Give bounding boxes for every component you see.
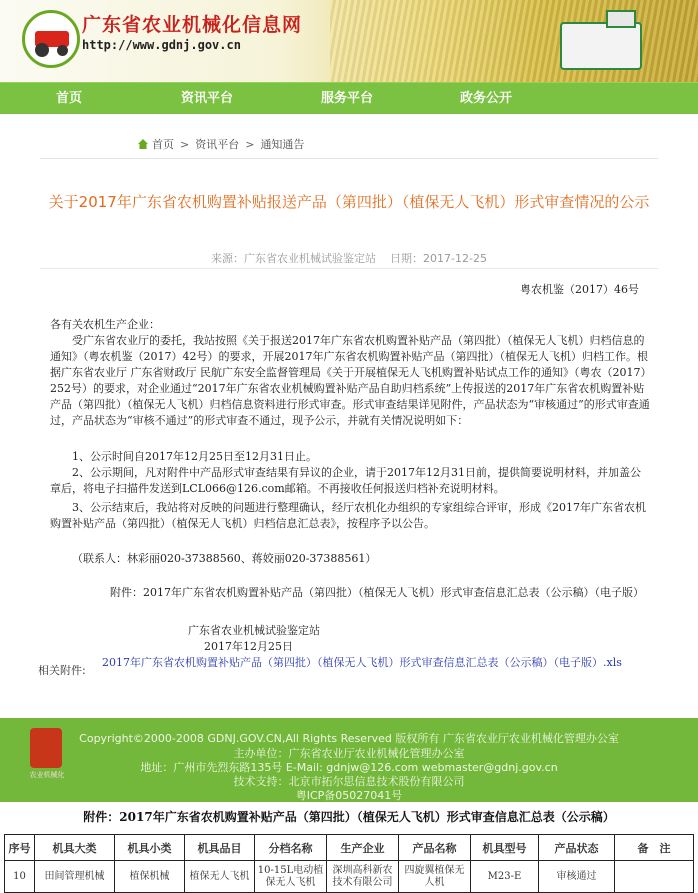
col-header: 机具型号 [471,835,539,861]
breadcrumb-notices[interactable]: 通知通告 [260,138,305,151]
footer-icp: 粤ICP备05027041号 [295,789,403,802]
nav-item-gov-affairs[interactable]: 政务公开 [460,91,513,106]
breadcrumb-news[interactable]: 资讯平台 [195,138,240,151]
home-icon [138,139,148,149]
nav-item-services[interactable]: 服务平台 [321,91,374,106]
site-footer [0,718,698,802]
table-cell: 植保机械 [115,861,185,893]
table-cell: 10 [5,861,35,893]
body-paragraph: 2、公示期间，凡对附件中产品形式审查结果有异议的企业，请于2017年12月31日前，提供简要说明材料，并加盖公章后，将电子扫描件发送到LCL066@126.com邮箱。不再接收任何报送归档补充说明材料。 [50,466,641,495]
greeting: 各有关农机生产企业： [50,318,160,331]
tractor-wheel [35,43,49,57]
nav-item-news[interactable]: 资讯平台 [181,91,234,106]
col-header: 产品状态 [539,835,615,861]
footer-address: 地址：广州市先烈东路135号 E-Mail: gdnjw@126.com webmaster@gdnj.gov.cn [140,761,558,774]
table-cell: 四旋翼植保无人机 [399,861,471,893]
divider [40,158,658,159]
attachment-note: 附件：2017年广东省农机购置补贴产品（第四批）（植保无人飞机）形式审查信息汇总表（公示稿）（电子版） [110,586,644,599]
col-header: 机具大类 [35,835,115,861]
harvester-image [560,22,642,70]
rice-field-banner [330,0,698,82]
table-header-row [5,835,694,861]
harvester-cab [606,10,636,28]
sheet-title: 附件：2017年广东省农机购置补贴产品（第四批）（植保无人飞机）形式审查信息汇总表（公示稿） [83,810,615,824]
col-header: 序号 [5,835,35,861]
table-row [5,861,694,893]
article-source: 来源：广东省农业机械试验鉴定站 [211,252,377,265]
col-header: 机具品目 [185,835,255,861]
footer-host: 主办单位：广东省农业厅农业机械化管理办公室 [233,747,465,760]
table-cell: 植保无人飞机 [185,861,255,893]
table-cell: 田间管理机械 [35,861,115,893]
col-header: 机具小类 [115,835,185,861]
body-paragraph: 1、公示时间自2017年12月25日至12月31日止。 [72,450,317,463]
article-meta [0,250,698,266]
related-attachments-label: 相关附件: [38,664,86,677]
table-cell: 10-15L电动植保无人飞机 [255,861,327,893]
tractor-wheel [57,45,68,56]
summary-table [4,834,694,893]
table-cell: M23-E [471,861,539,893]
main-nav [0,82,698,114]
table-cell: 审核通过 [539,861,615,893]
breadcrumb [138,136,304,152]
footer-tech-support: 技术支持：北京市拓尔思信息技术股份有限公司 [233,775,465,788]
related-attachment-link[interactable]: 2017年广东省农机购置补贴产品（第四批）（植保无人飞机）形式审查信息汇总表（公示稿）（电子版）.xls [102,656,622,669]
article-date: 日期：2017-12-25 [390,252,487,265]
signing-organization: 广东省农业机械试验鉴定站 [188,624,320,637]
contact-info: （联系人：林彩丽020-37388560、蒋姣丽020-37388561） [72,552,377,565]
breadcrumb-separator: > [245,138,255,151]
signing-date: 2017年12月25日 [204,640,293,653]
col-header: 生产企业 [327,835,399,861]
col-header: 备 注 [615,835,694,861]
badge-caption: 农业机械化 [29,771,65,779]
footer-copyright: Copyright©2000-2008 GDNJ.GOV.CN,All Rights Reserved 版权所有 广东省农业厅农业机械化管理办公室 [79,732,619,745]
tractor-logo-icon[interactable] [22,10,80,68]
body-paragraph: 3、公示结束后，我站将对反映的问题进行整理确认，经厅农机化办组织的专家组综合评审，形成《2017年广东省农机购置补贴产品（第四批）（植保无人飞机）归档信息汇总表》，按程序予以公告。 [50,501,646,530]
divider [40,268,658,269]
site-url: http://www.gdnj.gov.cn [82,38,241,52]
col-header: 产品名称 [399,835,471,861]
site-header [0,0,698,82]
table-cell [615,861,694,893]
breadcrumb-home[interactable]: 首页 [152,138,174,151]
nav-item-home[interactable]: 首页 [56,91,83,106]
breadcrumb-separator: > [180,138,190,151]
table-cell: 深圳高科新农技术有限公司 [327,861,399,893]
col-header: 分档名称 [255,835,327,861]
article-title: 关于2017年广东省农机购置补贴报送产品（第四批）（植保无人飞机）形式审查情况的公示 [48,193,650,211]
site-title[interactable]: 广东省农业机械化信息网 [82,14,303,36]
document-number: 粤农机鉴（2017）46号 [520,283,639,296]
body-paragraph: 受广东省农业厅的委托，我站按照《关于报送2017年广东省农机购置补贴产品（第四批）（植保无人飞机）归档信息的通知》（粤农机鉴（2017）42号）的要求，开展2017年广东省农机购置补贴产品（第四批）（植保无人飞机）归档工作。根据广东省农业厅 广东省财政厅 民航广东安全监督管理局《关于开展植保无人飞机购置补贴试点工作的通知》（粤农（2017）252号）的要求，对企业通过“2017年广东省农业机械购置补贴产品自助归档系统”上传报送的2017年广东省农机购置补贴产品（第四批）（植保无人飞机）归档信息资料进行形式审查。形式审查结果详见附件，产品状态为“审核通过”的形式审查通过，产品状态为“审核不通过”的形式审查不通过，现予公示，并就有关情况说明如下： [50,334,650,427]
